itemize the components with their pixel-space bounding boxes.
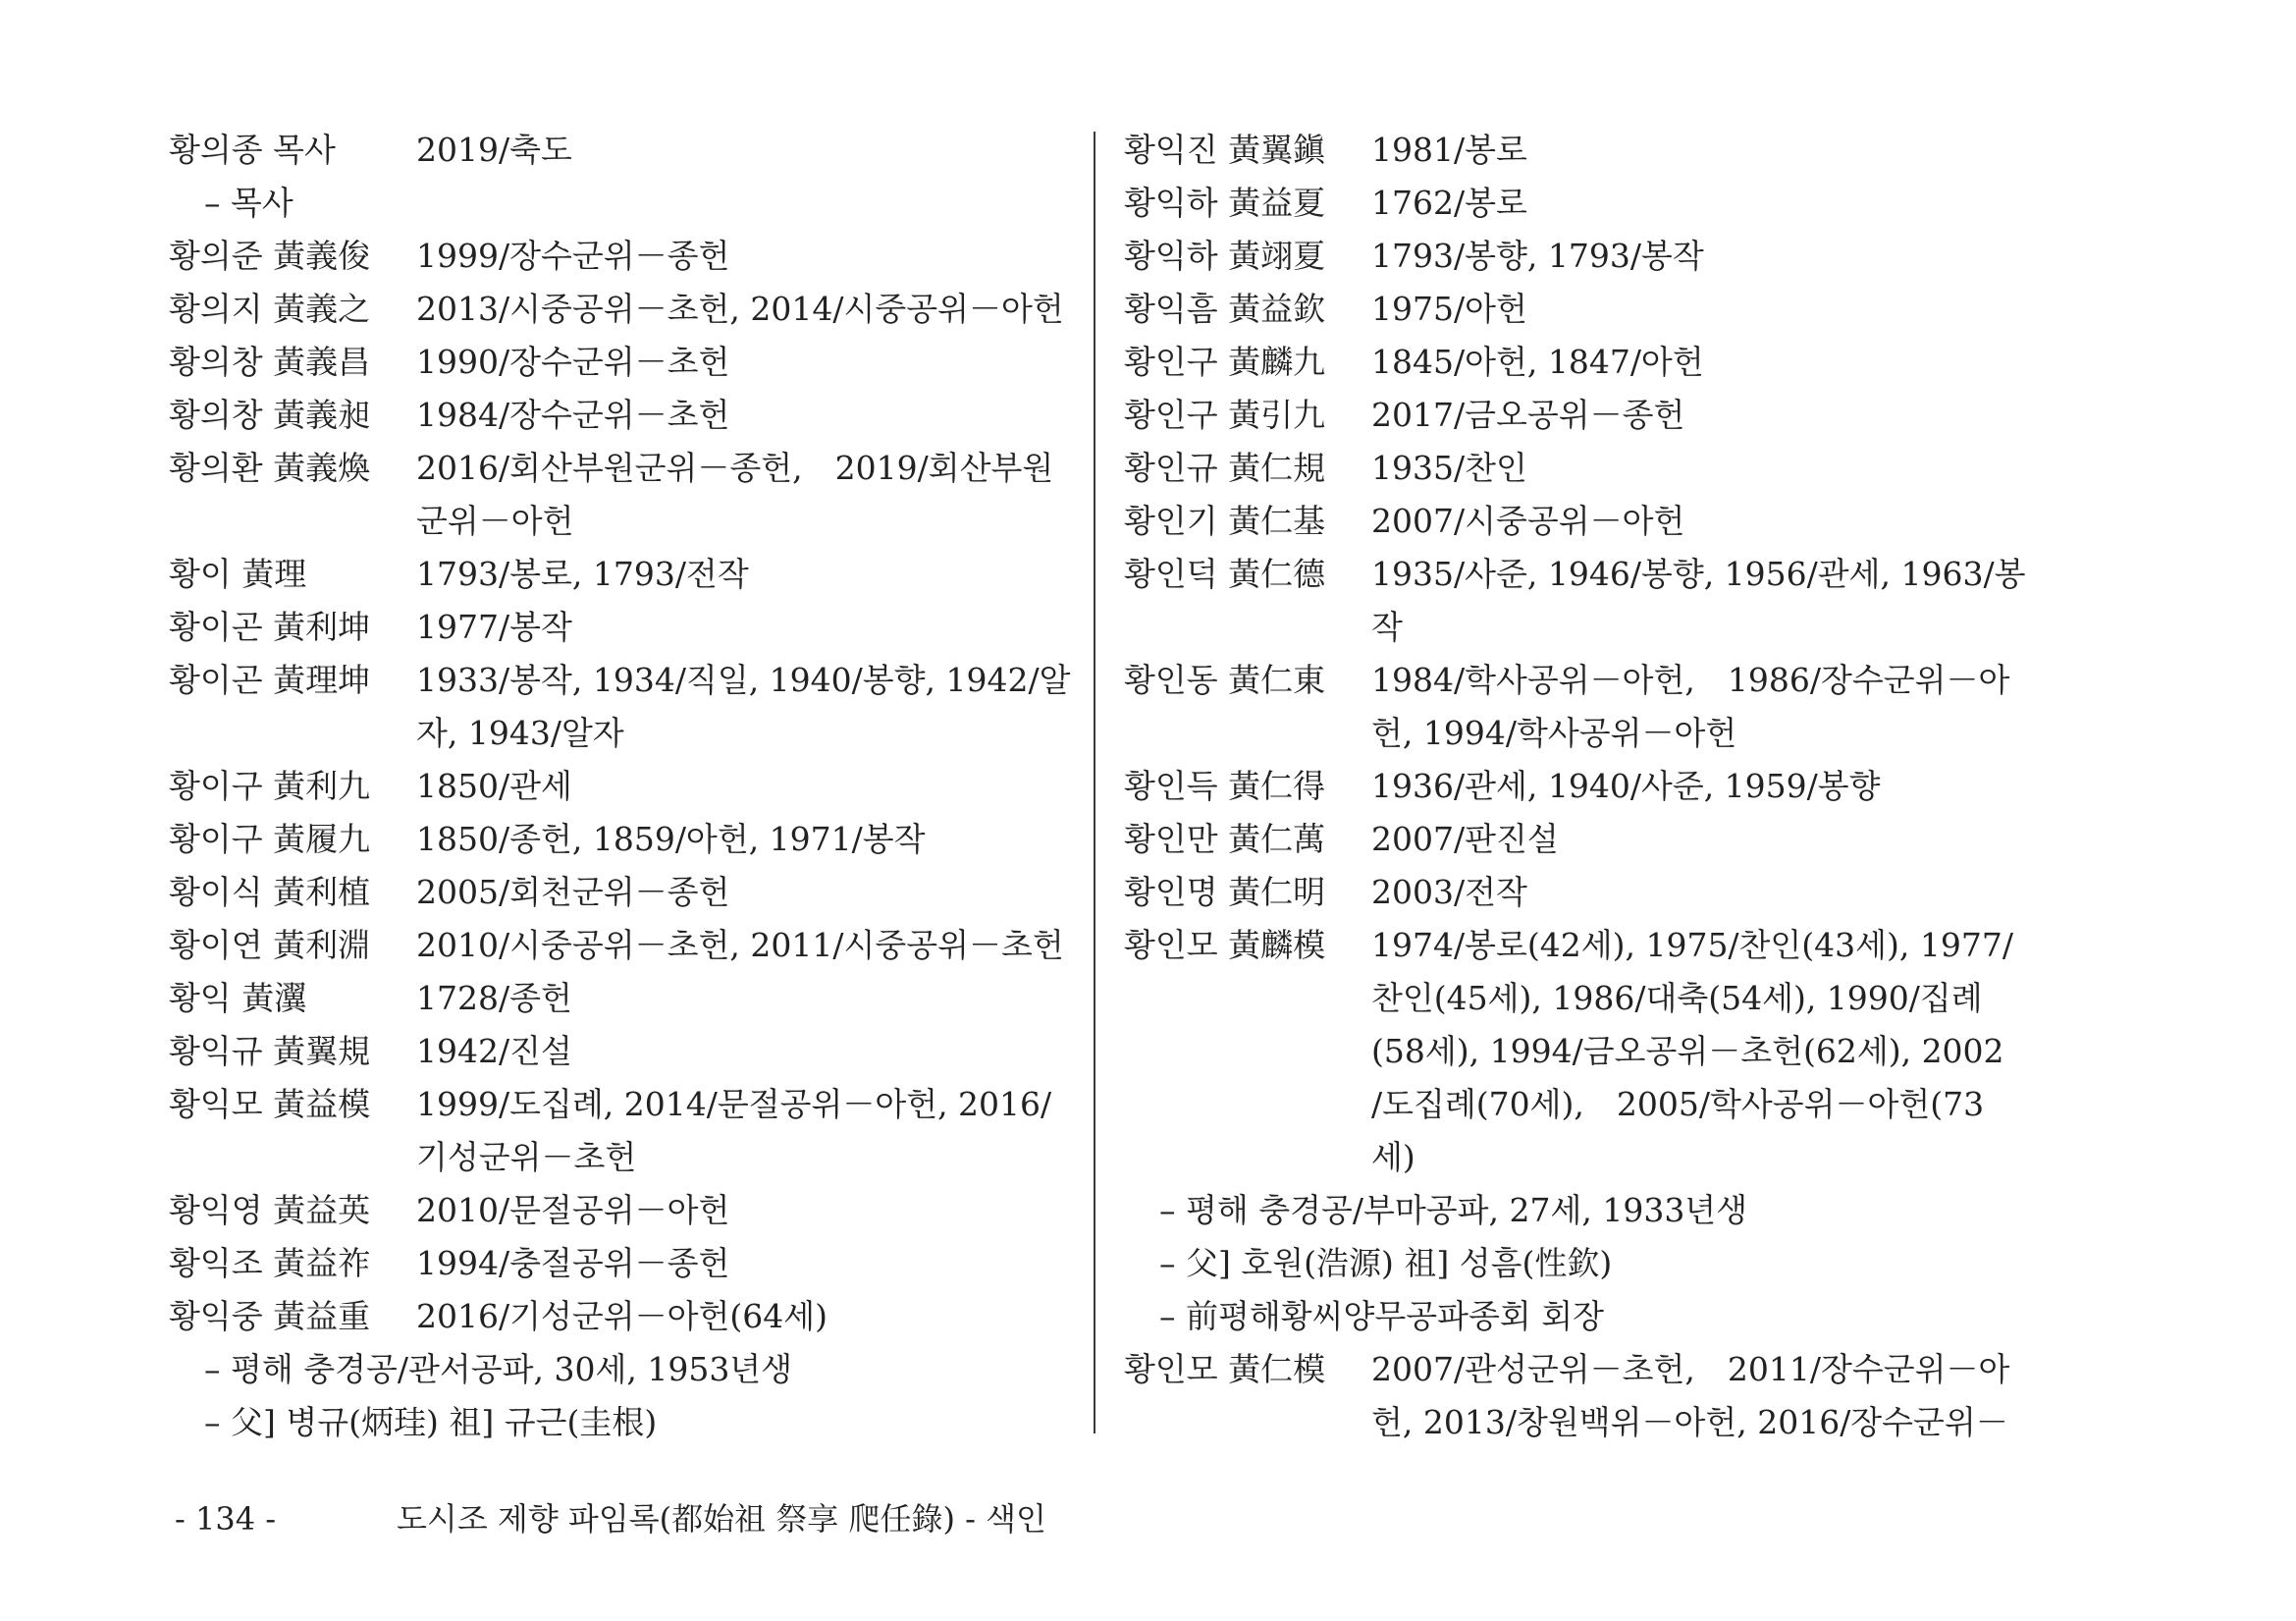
entry-records <box>416 654 1072 760</box>
entry-records <box>1371 177 2027 230</box>
index-entry <box>1124 177 2027 230</box>
entry-record-line: 1762/봉로 <box>1371 184 1527 222</box>
entry-records <box>416 336 1072 389</box>
entry-record-line: 1975/아헌 <box>1371 290 1527 328</box>
entry-record-line: 1977/봉작 <box>416 608 572 646</box>
left-column <box>169 124 1072 1449</box>
entry-name: 황이곤 黃理坤 <box>169 661 371 699</box>
index-entry <box>169 548 1072 601</box>
index-entry <box>1124 495 2027 548</box>
entry-name: 황인구 黃引九 <box>1124 396 1326 434</box>
note-text: – 父] 호원(浩源) 祖] 성흠(性欽) <box>1159 1244 1613 1282</box>
index-entry <box>1124 548 2027 654</box>
entry-record-line: 자, 1943/알자 <box>416 714 624 752</box>
entry-name: 황인덕 黃仁德 <box>1124 555 1326 593</box>
entry-records <box>416 1025 1072 1078</box>
entry-records <box>416 813 1072 866</box>
entry-records <box>416 1184 1072 1237</box>
entry-name: 황의지 黃義之 <box>169 290 371 328</box>
entry-records <box>416 548 1072 601</box>
index-entry <box>169 283 1072 336</box>
entry-name: 황익조 黃益祚 <box>169 1244 371 1282</box>
index-entry <box>169 124 1072 177</box>
entry-records <box>1371 495 2027 548</box>
entry-name: 황이연 黃利淵 <box>169 926 371 964</box>
entry-name: 황익하 黃益夏 <box>1124 184 1326 222</box>
entry-name: 황이구 黃利九 <box>169 767 371 805</box>
entry-name: 황이구 黃履九 <box>169 820 371 858</box>
index-entry <box>169 972 1072 1025</box>
right-column <box>1124 124 2027 1449</box>
index-entry <box>169 1290 1072 1343</box>
entry-records <box>416 760 1072 813</box>
entry-record-line: 2016/기성군위－아헌(64세) <box>416 1297 828 1335</box>
note-text: – 평해 충경공/관서공파, 30세, 1953년생 <box>204 1350 793 1388</box>
entry-record-line: 1999/도집례, 2014/문절공위－아헌, 2016/ <box>416 1085 1052 1123</box>
index-entry <box>169 866 1072 919</box>
index-entry <box>1124 124 2027 177</box>
entry-record-line: 1935/찬인 <box>1371 449 1527 487</box>
entry-name: 황인득 黃仁得 <box>1124 767 1326 805</box>
entry-name: 황인동 黃仁東 <box>1124 661 1326 699</box>
entry-record-line: 2007/시중공위－아헌 <box>1371 502 1685 540</box>
entry-records <box>1371 654 2027 760</box>
entry-name: 황의창 黃義昌 <box>169 343 371 381</box>
entry-records <box>416 124 1072 177</box>
index-entry <box>169 601 1072 654</box>
note-text: – 父] 병규(炳珪) 祖] 규근(圭根) <box>204 1403 658 1441</box>
entry-name: 황익하 黃翊夏 <box>1124 237 1326 275</box>
entry-record-line: 2010/문절공위－아헌 <box>416 1191 730 1229</box>
entry-record-line: 2016/회산부원군위－종헌, 2019/회산부원 <box>416 449 1054 487</box>
entry-name: 황인구 黃麟九 <box>1124 343 1326 381</box>
entry-name: 황익중 黃益重 <box>169 1297 371 1335</box>
entry-records <box>416 389 1072 442</box>
index-entry <box>169 1184 1072 1237</box>
entry-record-line: 군위－아헌 <box>416 502 574 540</box>
entry-name: 황익모 黃益模 <box>169 1085 371 1123</box>
index-entry <box>1124 230 2027 283</box>
entry-records <box>1371 283 2027 336</box>
entry-record-line: 1994/충절공위－종헌 <box>416 1244 730 1282</box>
entry-record-line: /도집례(70세), 2005/학사공위－아헌(73 <box>1371 1085 1985 1123</box>
column-divider <box>1094 132 1095 1433</box>
entry-records <box>1371 760 2027 813</box>
index-entry <box>1124 283 2027 336</box>
entry-record-line: 1935/사준, 1946/봉향, 1956/관세, 1963/봉 <box>1371 555 2026 593</box>
entry-records <box>416 442 1072 548</box>
entry-name: 황인모 黃麟模 <box>1124 926 1326 964</box>
entry-record-line: 1793/봉향, 1793/봉작 <box>1371 237 1704 275</box>
entry-record-line: 찬인(45세), 1986/대축(54세), 1990/집례 <box>1371 979 1983 1017</box>
index-entry <box>169 442 1072 548</box>
entry-record-line: 2007/관성군위－초헌, 2011/장수군위－아 <box>1371 1350 2010 1388</box>
entry-records <box>416 230 1072 283</box>
entry-records <box>1371 230 2027 283</box>
entry-name: 황익영 黃益英 <box>169 1191 371 1229</box>
entry-record-line: 1974/봉로(42세), 1975/찬인(43세), 1977/ <box>1371 926 2014 964</box>
index-entry <box>169 919 1072 972</box>
index-entry <box>1124 919 2027 1184</box>
entry-records <box>1371 389 2027 442</box>
entry-records <box>1371 919 2027 1184</box>
index-entry <box>169 1237 1072 1290</box>
entry-records <box>416 283 1072 336</box>
index-entry <box>1124 654 2027 760</box>
entry-records <box>1371 813 2027 866</box>
entry-record-line: 1936/관세, 1940/사준, 1959/봉향 <box>1371 767 1881 805</box>
entry-record-line: 2005/회천군위－종헌 <box>416 873 730 911</box>
entry-name: 황이곤 黃利坤 <box>169 608 371 646</box>
book-title: 도시조 제향 파임록(都始祖 祭享 爬任錄) - 색인 <box>397 1500 1046 1538</box>
note-text: – 前평해황씨양무공파종회 회장 <box>1159 1297 1605 1335</box>
entry-name: 황의종 목사 <box>169 131 336 169</box>
page-number: - 134 - <box>175 1500 277 1538</box>
index-entry <box>1124 813 2027 866</box>
entry-name: 황인만 黃仁萬 <box>1124 820 1326 858</box>
entry-records <box>1371 866 2027 919</box>
index-note <box>169 177 1072 230</box>
index-entry <box>169 389 1072 442</box>
index-entry <box>1124 760 2027 813</box>
entry-name: 황의창 黃義昶 <box>169 396 371 434</box>
entry-records <box>416 866 1072 919</box>
entry-name: 황익흠 黃益欽 <box>1124 290 1326 328</box>
index-entry <box>169 1025 1072 1078</box>
index-entry <box>1124 1343 2027 1449</box>
entry-records <box>416 1290 1072 1343</box>
index-note <box>1124 1290 2027 1343</box>
entry-name: 황인규 黃仁規 <box>1124 449 1326 487</box>
entry-record-line: 헌, 2013/창원백위－아헌, 2016/장수군위－ <box>1371 1403 2008 1441</box>
entry-records <box>416 972 1072 1025</box>
entry-name: 황의준 黃義俊 <box>169 237 371 275</box>
index-entry <box>169 1078 1072 1184</box>
entry-name: 황인기 黃仁基 <box>1124 502 1326 540</box>
entry-record-line: 2017/금오공위－종헌 <box>1371 396 1685 434</box>
entry-records <box>1371 124 2027 177</box>
entry-records <box>1371 1343 2027 1449</box>
index-entry <box>1124 389 2027 442</box>
entry-name: 황익 黃瀷 <box>169 979 307 1017</box>
index-entry <box>169 813 1072 866</box>
entry-records <box>416 919 1072 972</box>
entry-record-line: (58세), 1994/금오공위－초헌(62세), 2002 <box>1371 1032 2004 1070</box>
entry-record-line: 1850/종헌, 1859/아헌, 1971/봉작 <box>416 820 926 858</box>
index-entry <box>169 336 1072 389</box>
note-text: – 평해 충경공/부마공파, 27세, 1933년생 <box>1159 1191 1748 1229</box>
note-text: – 목사 <box>204 184 294 222</box>
index-entry <box>169 760 1072 813</box>
entry-name: 황익진 黃翼鎭 <box>1124 131 1326 169</box>
entry-record-line: 1981/봉로 <box>1371 131 1527 169</box>
entry-records <box>416 601 1072 654</box>
entry-record-line: 2019/축도 <box>416 131 572 169</box>
entry-records <box>416 1237 1072 1290</box>
entry-name: 황이 黃理 <box>169 555 307 593</box>
index-entry <box>1124 866 2027 919</box>
entry-records <box>1371 336 2027 389</box>
entry-record-line: 1850/관세 <box>416 767 572 805</box>
entry-records <box>1371 442 2027 495</box>
entry-record-line: 1999/장수군위－종헌 <box>416 237 730 275</box>
entry-record-line: 1942/진설 <box>416 1032 572 1070</box>
entry-record-line: 2013/시중공위－초헌, 2014/시중공위－아헌 <box>416 290 1064 328</box>
entry-name: 황익규 黃翼規 <box>169 1032 371 1070</box>
index-note <box>169 1343 1072 1396</box>
entry-name: 황인명 黃仁明 <box>1124 873 1326 911</box>
entry-records <box>416 1078 1072 1184</box>
entry-record-line: 1984/학사공위－아헌, 1986/장수군위－아 <box>1371 661 2010 699</box>
entry-record-line: 1990/장수군위－초헌 <box>416 343 730 381</box>
index-note <box>1124 1237 2027 1290</box>
entry-record-line: 1845/아헌, 1847/아헌 <box>1371 343 1704 381</box>
index-note <box>1124 1184 2027 1237</box>
entry-name: 황인모 黃仁模 <box>1124 1350 1326 1388</box>
index-note <box>169 1396 1072 1449</box>
index-entry <box>1124 442 2027 495</box>
index-entry <box>1124 336 2027 389</box>
index-entry <box>169 230 1072 283</box>
entry-record-line: 작 <box>1371 608 1403 646</box>
entry-record-line: 2003/전작 <box>1371 873 1527 911</box>
entry-record-line: 1728/종헌 <box>416 979 572 1017</box>
entry-record-line: 1793/봉로, 1793/전작 <box>416 555 749 593</box>
entry-record-line: 1933/봉작, 1934/직일, 1940/봉향, 1942/알 <box>416 661 1071 699</box>
entry-record-line: 헌, 1994/학사공위－아헌 <box>1371 714 1737 752</box>
entry-record-line: 2007/판진설 <box>1371 820 1559 858</box>
entry-record-line: 1984/장수군위－초헌 <box>416 396 730 434</box>
entry-record-line: 2010/시중공위－초헌, 2011/시중공위－초헌 <box>416 926 1064 964</box>
entry-name: 황이식 黃利植 <box>169 873 371 911</box>
index-entry <box>169 654 1072 760</box>
entry-record-line: 세) <box>1371 1138 1415 1176</box>
entry-name: 황의환 黃義煥 <box>169 449 371 487</box>
entry-records <box>1371 548 2027 654</box>
entry-record-line: 기성군위－초헌 <box>416 1138 637 1176</box>
